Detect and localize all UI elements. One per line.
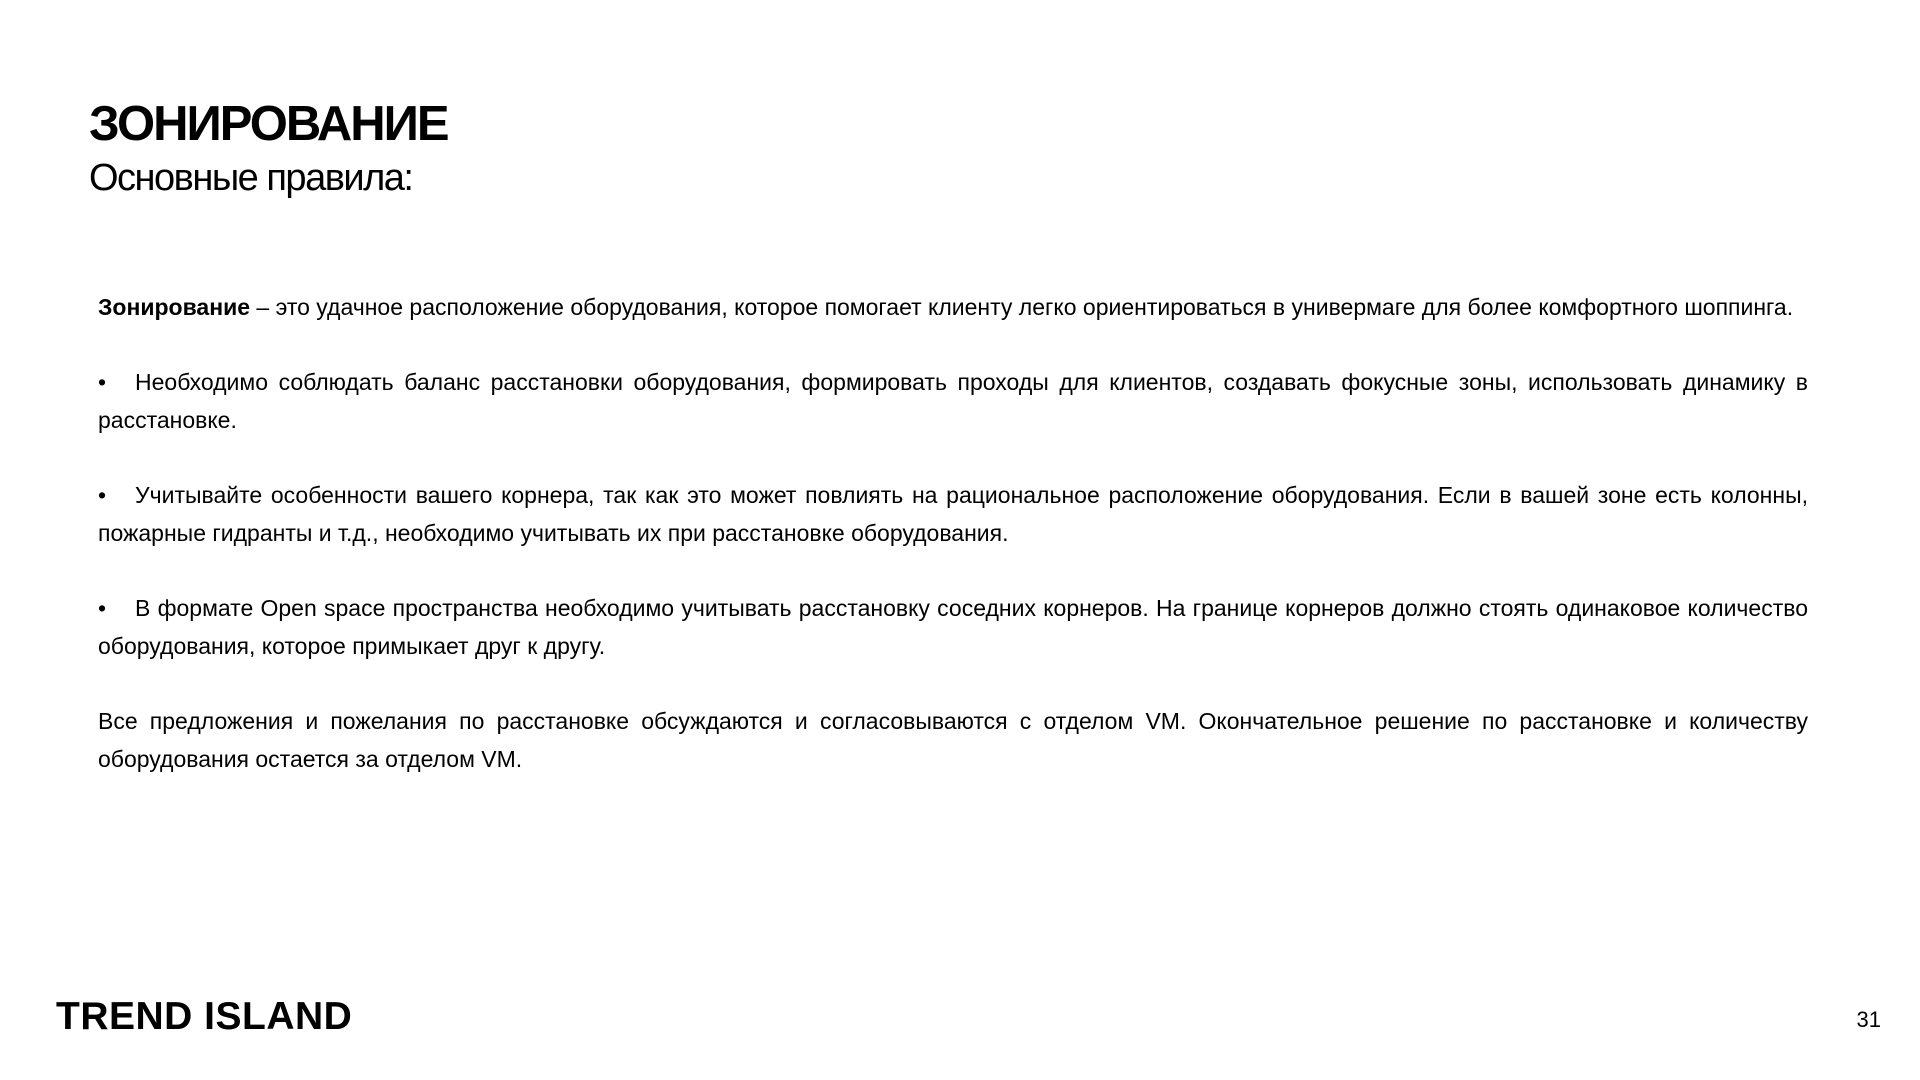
- closing-paragraph: Все предложения и пожелания по расстановке обсуждаются и согласовываются с отделом VM. Окончательное решение по расстановке и количеству оборудования остается за отделом VM.: [98, 708, 1808, 772]
- bullet-marker: •: [98, 595, 107, 621]
- bullet-text: В формате Open space пространства необходимо учитывать расстановку соседних корнеров. На границе корнеров должно стоять одинаковое количество оборудования, которое примыкает друг к другу.: [98, 595, 1808, 659]
- bullet-text: Учитывайте особенности вашего корнера, так как это может повлиять на рациональное расположение оборудования. Если в вашей зоне есть колонны, пожарные гидранты и т.д., необходимо учитывать их при расстановке оборудования.: [98, 482, 1808, 546]
- bullet-marker: •: [98, 482, 107, 508]
- intro-term: Зонирование: [98, 294, 251, 320]
- bullet-item: [98, 363, 1808, 439]
- page-number: 31: [1856, 1007, 1881, 1032]
- page-title: ЗОНИРОВАНИЕ: [89, 97, 448, 151]
- brand-logo: TREND ISLAND: [56, 995, 353, 1038]
- bullet-item: [98, 589, 1808, 665]
- bullet-item: [98, 476, 1808, 552]
- slide-header: [89, 96, 1589, 202]
- page-subtitle: Основные правила:: [89, 157, 413, 199]
- intro-paragraph: [98, 288, 1808, 326]
- bullet-text: Необходимо соблюдать баланс расстановки оборудования, формировать проходы для клиентов, создавать фокусные зоны, использовать динамику в расстановке.: [98, 369, 1808, 433]
- content-body: [98, 288, 1808, 778]
- intro-text: – это удачное расположение оборудования, которое помогает клиенту легко ориентироваться в универмаге для более комфортного шоппинга.: [250, 294, 1794, 320]
- bullet-marker: •: [98, 369, 107, 395]
